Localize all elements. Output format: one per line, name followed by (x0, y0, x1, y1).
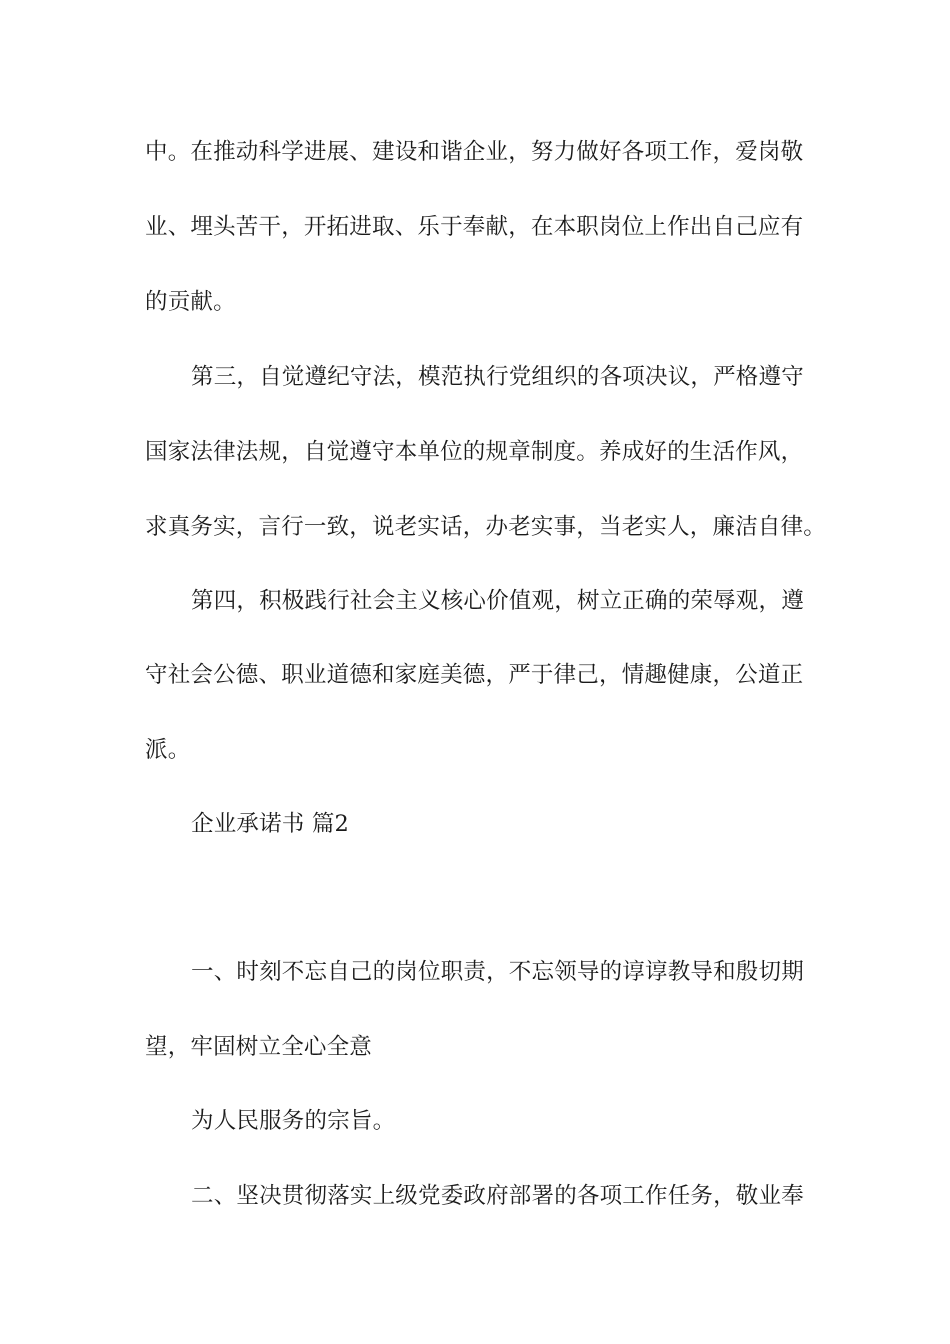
paragraph-line: 第四，积极践行社会主义核心价值观，树立正确的荣辱观，遵 (191, 588, 804, 614)
paragraph-line: 一、时刻不忘自己的岗位职责，不忘领导的谆谆教导和殷切期 (191, 959, 804, 985)
paragraph-line: 为人民服务的宗旨。 (191, 1108, 396, 1134)
paragraph-line: 业、埋头苦干，开拓进取、乐于奉献，在本职岗位上作出自己应有 (145, 214, 804, 240)
paragraph-line: 求真务实，言行一致，说老实话，办老实事，当老实人，廉洁自律。 (145, 514, 827, 540)
paragraph-line: 中。在推动科学进展、建设和谐企业，努力做好各项工作，爱岗敬 (145, 139, 804, 165)
paragraph-line: 望，牢固树立全心全意 (145, 1034, 373, 1060)
paragraph-line: 派。 (145, 737, 191, 763)
paragraph-line: 国家法律法规，自觉遵守本单位的规章制度。养成好的生活作风， (145, 439, 804, 465)
paragraph-line: 第三，自觉遵纪守法，模范执行党组织的各项决议，严格遵守 (191, 364, 804, 390)
paragraph-line: 守社会公德、职业道德和家庭美德，严于律己，情趣健康，公道正 (145, 662, 804, 688)
paragraph-line: 二、坚决贯彻落实上级党委政府部署的各项工作任务，敬业奉 (191, 1183, 804, 1209)
section-heading: 企业承诺书 篇2 (191, 811, 350, 837)
paragraph-line: 的贡献。 (145, 289, 236, 315)
